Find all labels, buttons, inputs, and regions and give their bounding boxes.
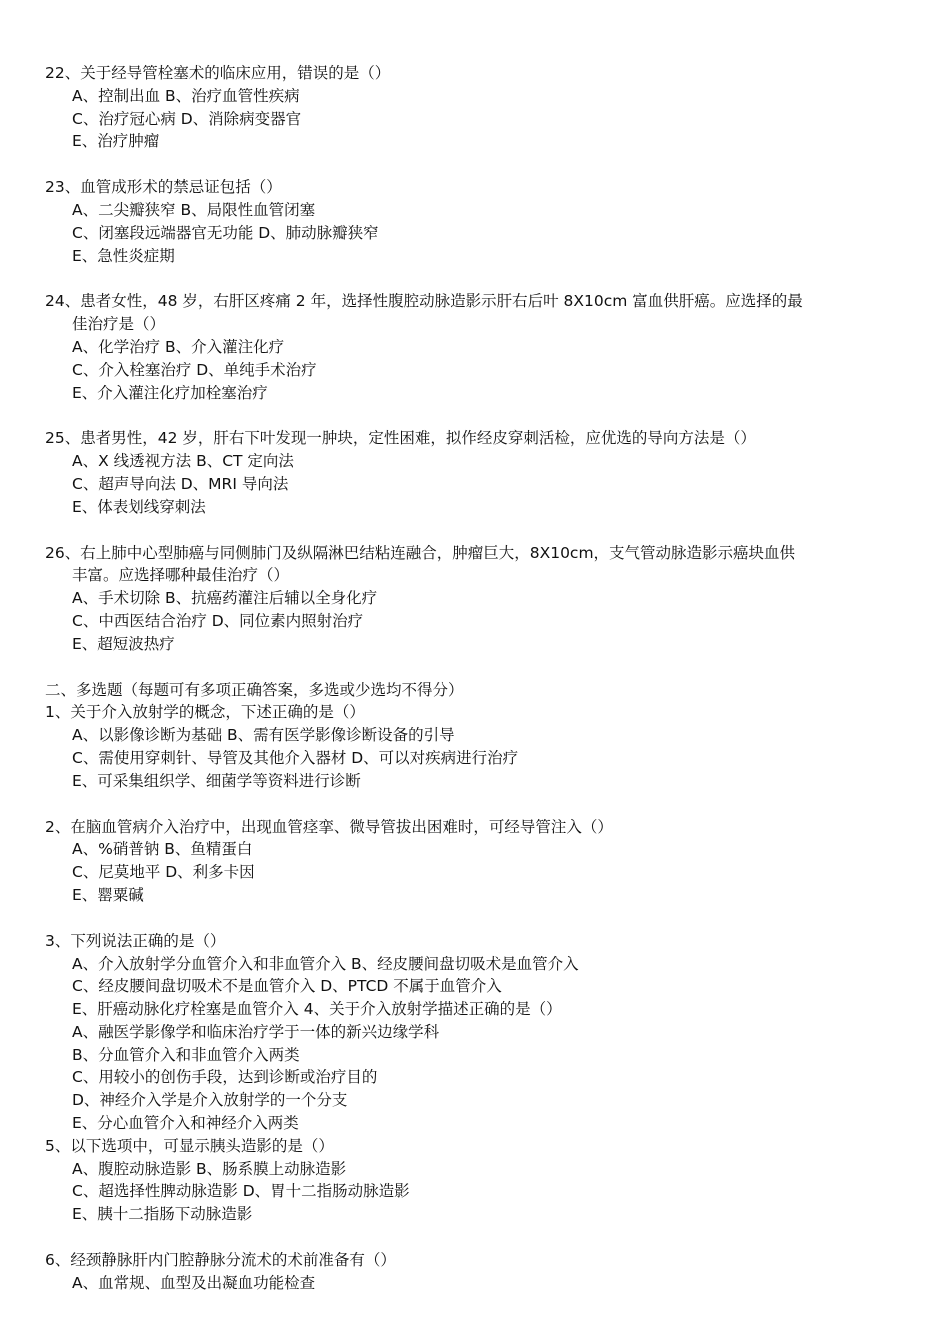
question-stem: 6、经颈静脉肝内门腔静脉分流术的术前准备有（） [45, 1251, 396, 1270]
option-line: C、介入栓塞治疗 D、单纯手术治疗 [72, 360, 317, 379]
question-stem-continued: 丰富。应选择哪种最佳治疗（） [72, 566, 290, 585]
option-line: A、%硝普钠 B、鱼精蛋白 [72, 840, 253, 859]
option-line: E、体表划线穿刺法 [72, 497, 206, 516]
option-line: E、胰十二指肠下动脉造影 [72, 1205, 253, 1224]
option-line: E、可采集组织学、细菌学等资料进行诊断 [72, 771, 361, 790]
question-stem: 22、关于经导管栓塞术的临床应用，错误的是（） [45, 64, 391, 82]
option-line: A、融医学影像学和临床治疗学于一体的新兴边缘学科 [72, 1022, 440, 1041]
option-line: C、用较小的创伤手段，达到诊断或治疗目的 [72, 1068, 378, 1087]
question-22 [0, 62, 950, 153]
question-stem: 24、患者女性，48 岁，右肝区疼痛 2 年，选择性腹腔动脉造影示肝右后叶 8X10cm 富血供肝癌。应选择的最 [45, 292, 803, 311]
option-line: A、X 线透视方法 B、CT 定向法 [72, 452, 294, 471]
question-stem: 23、血管成形术的禁忌证包括（） [45, 178, 282, 197]
question-25 [0, 427, 950, 518]
option-line: E、介入灌注化疗加栓塞治疗 [72, 383, 268, 402]
question-stem: 1、关于介入放射学的概念，下述正确的是（） [45, 703, 365, 722]
question-24 [0, 290, 950, 404]
option-line: C、超声导向法 D、MRI 导向法 [72, 474, 289, 493]
option-line: A、以影像诊断为基础 B、需有医学影像诊断设备的引导 [72, 726, 455, 745]
question-stem: 3、下列说法正确的是（） [45, 931, 226, 950]
option-line: B、分血管介入和非血管介入两类 [72, 1045, 300, 1064]
option-line: A、腹腔动脉造影 B、肠系膜上动脉造影 [72, 1159, 347, 1178]
option-line: C、尼莫地平 D、利多卡因 [72, 863, 255, 882]
option-line: C、治疗冠心病 D、消除病变器官 [72, 109, 302, 128]
option-line: A、介入放射学分血管介入和非血管介入 B、经皮腰间盘切吸术是血管介入 [72, 954, 579, 973]
option-line: C、超选择性脾动脉造影 D、胃十二指肠动脉造影 [72, 1182, 410, 1201]
question-26 [0, 542, 950, 656]
question-multi-2 [0, 816, 950, 907]
option-line: A、控制出血 B、治疗血管性疾病 [72, 86, 300, 105]
option-line: D、神经介入学是介入放射学的一个分支 [72, 1091, 348, 1110]
option-line: A、血常规、血型及出凝血功能检查 [72, 1273, 316, 1292]
question-stem: 2、在脑血管病介入治疗中，出现血管痉挛、微导管拔出困难时，可经导管注入（） [45, 817, 613, 836]
question-stem: 25、患者男性，42 岁，肝右下叶发现一肿块，定性困难，拟作经皮穿刺活检，应优选的导向方法是（） [45, 429, 756, 448]
question-stem-continued: 佳治疗是（） [72, 315, 166, 334]
question-stem: 26、右上肺中心型肺癌与同侧肺门及纵隔淋巴结粘连融合，肿瘤巨大，8X10cm，支气管动脉造影示癌块血供 [45, 543, 796, 562]
option-line: A、手术切除 B、抗癌药灌注后辅以全身化疗 [72, 589, 378, 608]
option-line: A、二尖瓣狭窄 B、局限性血管闭塞 [72, 200, 316, 219]
option-line: E、超短波热疗 [72, 634, 175, 653]
option-line: E、罂粟碱 [72, 885, 144, 904]
option-line: A、化学治疗 B、介入灌注化疗 [72, 337, 285, 356]
question-multi-3 [0, 930, 950, 1226]
section-title: 二、多选题（每题可有多项正确答案，多选或少选均不得分） [45, 680, 464, 699]
option-line: C、中西医结合治疗 D、同位素内照射治疗 [72, 611, 364, 630]
question-23 [0, 176, 950, 267]
option-line: C、经皮腰间盘切吸术不是血管介入 D、PTCD 不属于血管介入 [72, 977, 502, 996]
option-line: C、需使用穿刺针、导管及其他介入器材 D、可以对疾病进行治疗 [72, 748, 519, 767]
option-line: C、闭塞段远端器官无功能 D、肺动脉瓣狭窄 [72, 223, 379, 242]
question-multi-6 [0, 1249, 950, 1295]
question-stem: 5、以下选项中，可显示胰头造影的是（） [45, 1136, 334, 1155]
option-line: E、治疗肿瘤 [72, 132, 160, 151]
option-line: E、急性炎症期 [72, 246, 175, 265]
option-line: E、分心血管介入和神经介入两类 [72, 1114, 299, 1133]
document-page [0, 62, 950, 1295]
section-2 [0, 679, 950, 793]
option-line: E、肝癌动脉化疗栓塞是血管介入 4、关于介入放射学描述正确的是（） [72, 1000, 562, 1019]
